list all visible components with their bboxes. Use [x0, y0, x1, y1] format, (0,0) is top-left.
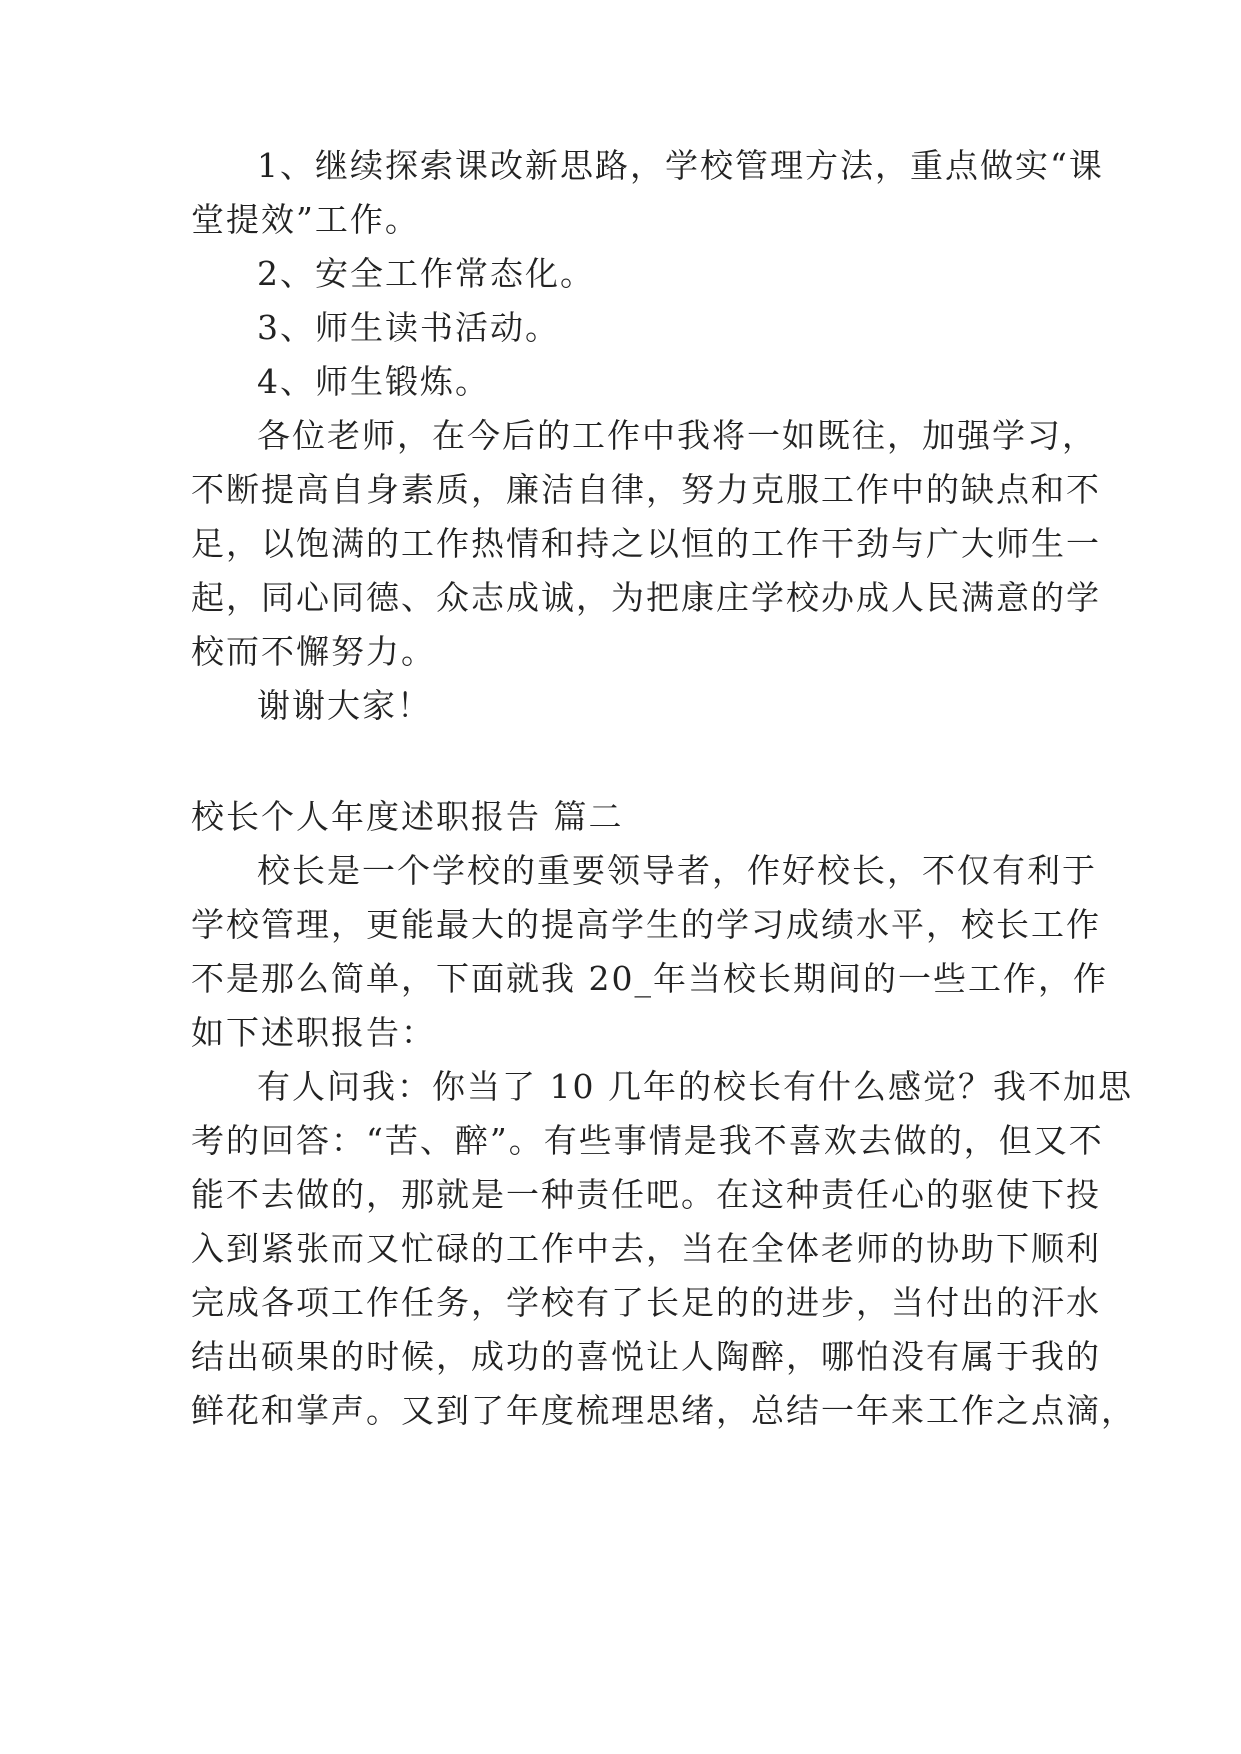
text-line: 能不去做的，那就是一种责任吧。在这种责任心的驱使下投 [191, 1175, 1101, 1214]
section-heading: 校长个人年度述职报告 篇二 [191, 797, 624, 836]
text-line: 结出硕果的时候，成功的喜悦让人陶醉，哪怕没有属于我的 [191, 1337, 1101, 1376]
text-line: 1、继续探索课改新思路，学校管理方法，重点做实“课 [257, 146, 1104, 185]
text-line: 有人问我：你当了 10 几年的校长有什么感觉？我不加思 [257, 1067, 1133, 1106]
text-line: 校而不懈努力。 [191, 632, 436, 671]
text-line: 考的回答：“苦、醉”。有些事情是我不喜欢去做的，但又不 [191, 1121, 1104, 1160]
text-line: 4、师生锻炼。 [257, 362, 490, 401]
text-line: 校长是一个学校的重要领导者，作好校长，不仅有利于 [257, 851, 1097, 890]
text-line: 鲜花和掌声。又到了年度梳理思绪，总结一年来工作之点滴， [191, 1391, 1136, 1430]
text-line: 2、安全工作常态化。 [257, 254, 595, 293]
text-line: 各位老师，在今后的工作中我将一如既往，加强学习， [257, 416, 1097, 455]
text-line: 足，以饱满的工作热情和持之以恒的工作干劲与广大师生一 [191, 524, 1101, 563]
text-line: 谢谢大家！ [257, 686, 432, 725]
text-line: 入到紧张而又忙碌的工作中去，当在全体老师的协助下顺利 [191, 1229, 1101, 1268]
text-line: 如下述职报告： [191, 1013, 436, 1052]
text-line: 堂提效”工作。 [191, 200, 420, 239]
text-line: 不是那么简单，下面就我 20_年当校长期间的一些工作，作 [191, 959, 1108, 998]
text-line: 不断提高自身素质，廉洁自律，努力克服工作中的缺点和不 [191, 470, 1101, 509]
text-line: 3、师生读书活动。 [257, 308, 560, 347]
text-line: 完成各项工作任务，学校有了长足的的进步，当付出的汗水 [191, 1283, 1101, 1322]
text-line: 学校管理，更能最大的提高学生的学习成绩水平，校长工作 [191, 905, 1101, 944]
text-line: 起，同心同德、众志成诚，为把康庄学校办成人民满意的学 [191, 578, 1101, 617]
